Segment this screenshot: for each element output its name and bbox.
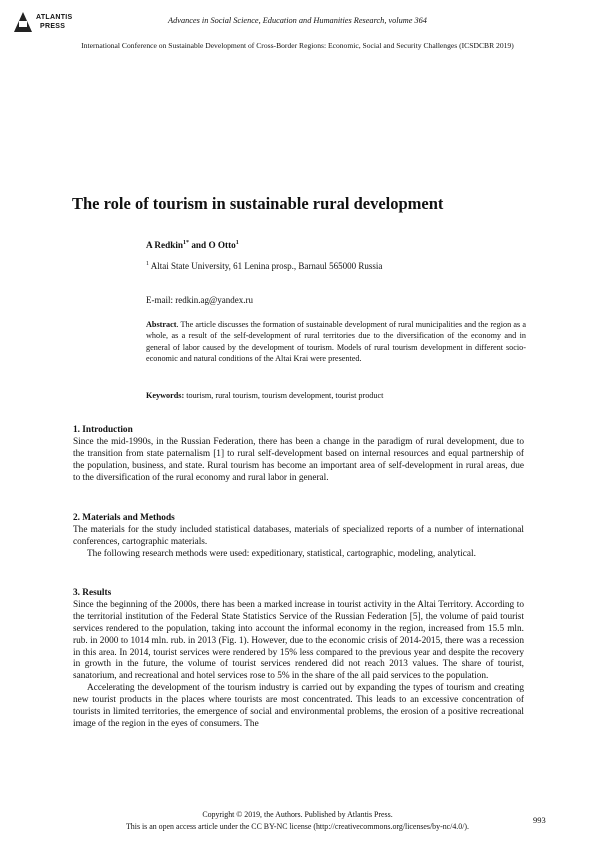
abstract-label: Abstract [146, 320, 177, 329]
email-line: E-mail: redkin.ag@yandex.ru [146, 295, 254, 305]
author-superscript: 1* [183, 240, 190, 246]
section-heading: 3. Results [73, 588, 112, 598]
paragraph: The materials for the study included statistical databases, materials of specialized reports of a number of international conferences, cartographic materials. [73, 524, 524, 547]
publisher-name-line1: ATLANTIS [36, 14, 73, 21]
author-name: A Redkin [146, 240, 184, 251]
authors [146, 240, 239, 250]
abstract-text: . The article discusses the formation of sustainable development of rural municipalities and the region as a whole, as a result of the self-development of rural territories due to the diversification of the economy and in general of labor caused by the development of tourism. Models of rural tourism development in different socio-economic and natural conditions of the Altai Krai were presented. [146, 320, 526, 363]
paper-title: The role of tourism in sustainable rural development [72, 194, 444, 213]
author-separator: and [189, 240, 209, 251]
page-number: 993 [533, 815, 546, 825]
paragraph: The following research methods were used: expeditionary, statistical, cartographic, modeling, analytical. [87, 548, 476, 559]
section-results [73, 588, 524, 731]
copyright-footer [0, 809, 595, 832]
affiliation-text: Altai State University, 61 Lenina prosp., Barnaul 565000 Russia [149, 261, 383, 271]
keywords-label: Keywords: [146, 391, 185, 400]
section-introduction [73, 425, 524, 485]
author-superscript: 1 [235, 240, 239, 246]
conference-line: International Conference on Sustainable Development of Cross-Border Regions: Economic, Social and Security Challenges (ICSDCBR 2019) [81, 41, 514, 50]
publisher-name-line2: PRESS [40, 23, 66, 30]
paragraph: Since the mid-1990s, in the Russian Federation, there has been a change in the paradigm of rural development, due to the transition from state paternalism [1] to rural self-development based on internal resources and equal partnership of the population, business, and state. Rural tourism has become an important area of self-development in rural areas, due to the diversification of the rural economy and rural labor in general. [73, 436, 524, 483]
section-heading: 1. Introduction [73, 425, 133, 435]
paragraph: Since the beginning of the 2000s, there has been a marked increase in tourist activity in the Altai Territory. According to the territorial institution of the Federal State Statistics Service of the Russian Federation [5], the volume of paid tourist services rendered to the population, taking into account the informal economy in the region, increased from 15.5 mln. rub. in 2000 to 1014 mln. rub. in 2013 (Fig. 1). However, due to the economic crisis of 2014-2015, there was a recession in this area. In 2014, tourist services were rendered by 15% less compared to the previous year and despite the recovery in growth in the future, the volume of tourist services rendered did not reach 2013 values. The share of tourist, sanatorium, and recreational and hotel services rose to 5% in the share of the all paid services to the population. [73, 599, 524, 682]
abstract [146, 319, 526, 364]
copyright-line: Copyright © 2019, the Authors. Published by Atlantis Press. [202, 810, 393, 819]
affiliation-superscript: 1 [146, 261, 149, 267]
journal-line: Advances in Social Science, Education and Humanities Research, volume 364 [168, 16, 427, 25]
section-heading: 2. Materials and Methods [73, 513, 175, 523]
keywords-text: tourism, rural tourism, tourism development, tourist product [184, 391, 384, 400]
affiliation [146, 261, 382, 271]
author-name: O Otto [208, 240, 236, 251]
section-materials-methods [73, 513, 524, 561]
license-line: This is an open access article under the CC BY-NC license (http://creativecommons.org/licenses/by-nc/4.0/). [125, 821, 469, 831]
keywords [146, 390, 526, 401]
paragraph: Accelerating the development of the tourism industry is carried out by expanding the types of tourism and creating new tourist products in the places where tourists are most concentrated. This leads to an excessive concentration of tourists in limited territories, the emergence of social and environmental problems, the erosion of a positive recreational image of the region in the eyes of consumers. The [73, 683, 524, 729]
